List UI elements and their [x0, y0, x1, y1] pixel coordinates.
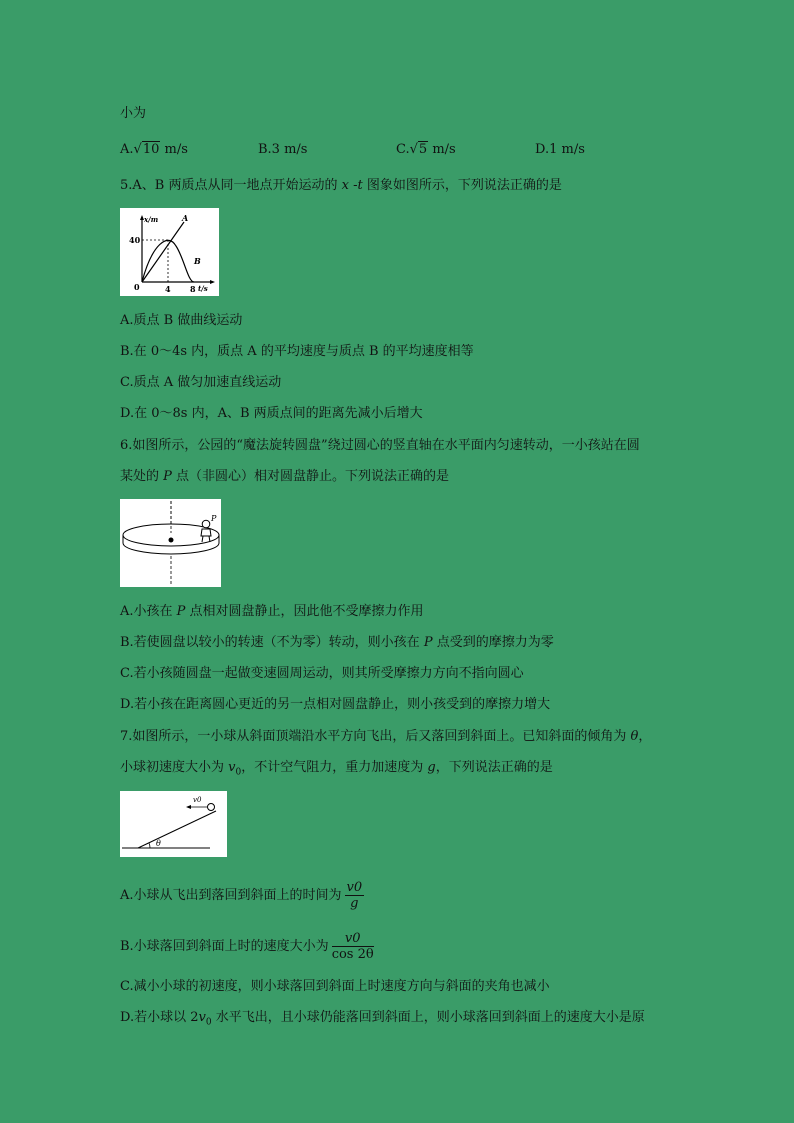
- q4-option-d: D.1 m/s: [535, 142, 585, 157]
- q7-option-a-text: A.小球从飞出到落回到斜面上的时间为: [120, 888, 342, 903]
- fraction-v0-over-g: [345, 880, 365, 911]
- q6-option-b-text-end: 点受到的摩擦力为零: [432, 635, 554, 650]
- q4-option-c-unit: m/s: [428, 142, 456, 157]
- q5-option-b: B.在 0～4s 内，质点 A 的平均速度与质点 B 的平均速度相等: [120, 344, 474, 359]
- incline-figure-svg: [120, 791, 227, 857]
- q6-stem-line2: [120, 469, 449, 485]
- q7-stem-comma: ，: [638, 729, 652, 744]
- var-v: v: [228, 760, 236, 775]
- sqrt-symbol: √5: [409, 142, 428, 157]
- q7-stem-line2: [120, 760, 553, 781]
- q6-option-a-text-end: 点相对圆盘静止，因此他不受摩擦力作用: [185, 604, 424, 619]
- q5-option-d: D.在 0～8s 内，A、B 两质点间的距离先减小后增大: [120, 406, 423, 421]
- q7-stem-line1: [120, 729, 651, 745]
- q4-option-c-radicand: 5: [418, 142, 428, 157]
- q5-stem: [120, 178, 562, 194]
- q5-stem-dash: -: [348, 178, 358, 193]
- fraction-denominator: cos 2θ: [331, 947, 374, 962]
- q6-option-b-text: B.若使圆盘以较小的转速（不为零）转动，则小孩在: [120, 635, 424, 650]
- q7-incline-figure: [120, 791, 227, 857]
- q4-option-a-prefix: A.: [120, 142, 134, 157]
- var-v: v: [198, 1010, 206, 1025]
- label-theta: θ: [156, 839, 161, 848]
- var-g: g: [427, 760, 436, 775]
- fraction-numerator: v0: [332, 931, 374, 947]
- q7-stem-text-mid: ，不计空气阻力，重力加速度为: [241, 760, 428, 775]
- q6-stem-text-end: 点（非圆心）相对圆盘静止。下列说法正确的是: [171, 469, 450, 484]
- q6-stem-text: 某处的: [120, 469, 164, 484]
- var-theta: θ: [630, 729, 639, 744]
- q7-stem-text-end: ，下列说法正确的是: [435, 760, 553, 775]
- xt-graph-svg: [120, 208, 219, 296]
- q5-stem-text: 5.A、B 两质点从同一地点开始运动的: [120, 178, 342, 193]
- q7-option-d-text: D.若小球以 2: [120, 1010, 199, 1025]
- q5-option-a: A.质点 B 做曲线运动: [120, 313, 243, 328]
- q4-option-a-unit: m/s: [160, 142, 188, 157]
- var-x: x: [341, 178, 349, 193]
- q6-option-a: [120, 604, 424, 620]
- q4-option-c: [396, 142, 456, 158]
- child-body-icon: [201, 529, 211, 536]
- disc-center: [169, 538, 174, 543]
- q6-option-a-text: A.小孩在: [120, 604, 177, 619]
- var-P: P: [176, 604, 186, 619]
- q5-xt-graph: [120, 208, 219, 296]
- y-axis-label: x/m: [144, 215, 159, 224]
- velocity-arrow-icon: [186, 805, 191, 809]
- angle-arc: [149, 843, 150, 848]
- q4-option-b: B.3 m/s: [258, 142, 308, 157]
- fraction-v0-over-cos: [332, 931, 374, 962]
- label-v0: v0: [193, 796, 202, 804]
- q7-stem-text: 小球初速度大小为: [120, 760, 229, 775]
- q7-option-a: [120, 880, 364, 912]
- incline-line: [138, 811, 216, 848]
- q4-option-a-radicand: 10: [142, 142, 160, 157]
- disc-figure-svg: [120, 499, 221, 587]
- origin-label: 0: [134, 282, 140, 292]
- continuation-text: 小为: [120, 106, 147, 121]
- x-axis-arrow-icon: [210, 280, 215, 284]
- var-v-subscript: 0: [205, 1017, 212, 1028]
- y-tick-40: 40: [129, 235, 141, 245]
- q7-option-b-text: B.小球落回到斜面上时的速度大小为: [120, 939, 329, 954]
- var-P: P: [163, 469, 172, 484]
- q6-option-b: [120, 635, 554, 651]
- var-v-subscript: 0: [235, 767, 242, 778]
- x-axis-label: t/s: [198, 284, 208, 293]
- q4-option-c-prefix: C.: [396, 142, 410, 157]
- q7-option-b: [120, 931, 374, 963]
- x-tick-8: 8: [190, 284, 196, 294]
- fraction-numerator: v0: [346, 880, 363, 895]
- q7-option-c: C.减小小球的初速度，则小球落回到斜面上时速度方向与斜面的夹角也减小: [120, 979, 550, 994]
- var-t: t: [357, 178, 363, 193]
- child-head-icon: [202, 520, 210, 528]
- q7-option-d-text-end: 水平飞出，且小球仍能落回到斜面上，则小球落回到斜面上的速度大小是原: [211, 1010, 645, 1025]
- q4-option-a: [120, 142, 188, 158]
- label-B: B: [194, 256, 201, 266]
- label-P: P: [211, 514, 217, 523]
- var-P: P: [423, 635, 433, 650]
- sqrt-symbol: √10: [133, 142, 160, 157]
- q7-option-d: [120, 1010, 645, 1031]
- q6-option-c: C.若小孩随圆盘一起做变速圆周运动，则其所受摩擦力方向不指向圆心: [120, 666, 524, 681]
- q5-stem-text-end: 图象如图所示，下列说法正确的是: [362, 178, 562, 193]
- q5-option-c: C.质点 A 做匀加速直线运动: [120, 375, 282, 390]
- ball-icon: [208, 804, 215, 811]
- q6-disc-figure: [120, 499, 221, 587]
- label-A: A: [182, 213, 189, 223]
- x-tick-4: 4: [165, 284, 171, 294]
- fraction-denominator: g: [350, 896, 359, 911]
- line-A: [142, 222, 184, 282]
- q6-option-d: D.若小孩在距离圆心更近的另一点相对圆盘静止，则小孩受到的摩擦力增大: [120, 697, 551, 712]
- q7-stem-text: 7.如图所示，一小球从斜面顶端沿水平方向飞出，后又落回到斜面上。已知斜面的倾角为: [120, 729, 631, 744]
- q6-stem-line1: 6.如图所示，公园的“魔法旋转圆盘”绕过圆心的竖直轴在水平面内匀速转动，一小孩站在圆: [120, 438, 640, 453]
